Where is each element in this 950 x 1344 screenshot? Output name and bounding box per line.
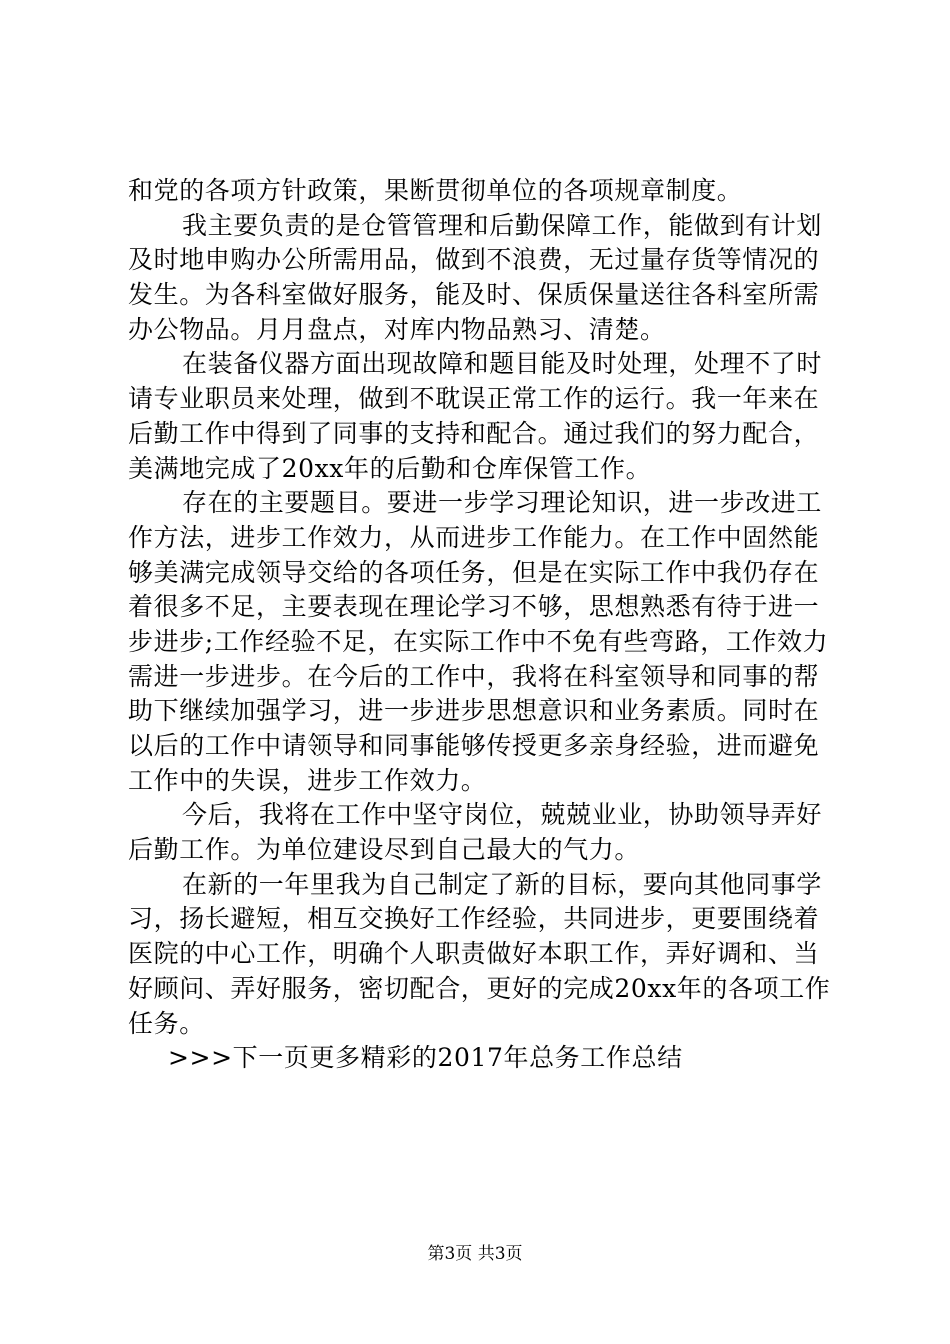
text-line: 需进一步进步。在今后的工作中，我将在科室领导和同事的帮 — [128, 661, 820, 691]
text-line: 着很多不足，主要表现在理论学习不够，思想熟悉有待于进一 — [128, 592, 820, 622]
text-line: 够美满完成领导交给的各项任务，但是在实际工作中我仍存在 — [128, 557, 820, 587]
text-line: 步进步;工作经验不足，在实际工作中不免有些弯路，工作效力 — [128, 626, 829, 656]
text-line: 后勤工作。为单位建设尽到自己最大的气力。 — [128, 835, 641, 865]
paragraph-first-line: 存在的主要题目。要进一步学习理论知识，进一步改进工 — [182, 488, 823, 518]
text-line: 作方法，进步工作效力，从而进步工作能力。在工作中固然能 — [128, 522, 820, 552]
text-line: 和党的各项方针政策，果断贯彻单位的各项规章制度。 — [128, 176, 743, 205]
text-line: 后勤工作中得到了同事的支持和配合。通过我们的努力配合， — [128, 418, 820, 448]
page-number-footer: 第3页 共3页 — [427, 1244, 523, 1264]
text-line: 请专业职员来处理，做到不耽误正常工作的运行。我一年来在 — [128, 384, 820, 414]
next-page-link[interactable]: >>>下一页更多精彩的2017年总务工作总结 — [168, 1043, 683, 1073]
text-line: 任务。 — [128, 1008, 205, 1038]
text-line: 以后的工作中请领导和同事能够传授更多亲身经验，进而避免 — [128, 731, 820, 760]
text-line: 美满地完成了20xx年的后勤和仓库保管工作。 — [128, 453, 652, 483]
text-line: 好顾问、弄好服务，密切配合，更好的完成20xx年的各项工作 — [128, 973, 831, 1003]
text-line: 助下继续加强学习，进一步进步思想意识和业务素质。同时在 — [128, 696, 820, 726]
paragraph-first-line: 今后，我将在工作中坚守岗位，兢兢业业，协助领导弄好 — [182, 800, 823, 830]
text-line: 工作中的失误，进步工作效力。 — [128, 765, 487, 795]
document-body — [128, 174, 832, 1076]
paragraph-first-line: 在装备仪器方面出现故障和题目能及时处理，处理不了时 — [182, 349, 823, 379]
text-line: 及时地申购办公所需用品，做到不浪费，无过量存货等情况的 — [128, 245, 820, 275]
paragraph-first-line: 我主要负责的是仓管管理和后勤保障工作，能做到有计划 — [182, 210, 823, 240]
text-line: 医院的中心工作，明确个人职责做好本职工作，弄好调和、当 — [128, 939, 820, 969]
text-line: 发生。为各科室做好服务，能及时、保质保量送往各科室所需 — [128, 280, 820, 310]
text-line: 习，扬长避短，相互交换好工作经验，共同进步，更要围绕着 — [128, 904, 820, 934]
text-line: 办公物品。月月盘点，对库内物品熟习、清楚。 — [128, 314, 666, 344]
paragraph-first-line: 在新的一年里我为自己制定了新的目标，要向其他同事学 — [182, 869, 823, 899]
